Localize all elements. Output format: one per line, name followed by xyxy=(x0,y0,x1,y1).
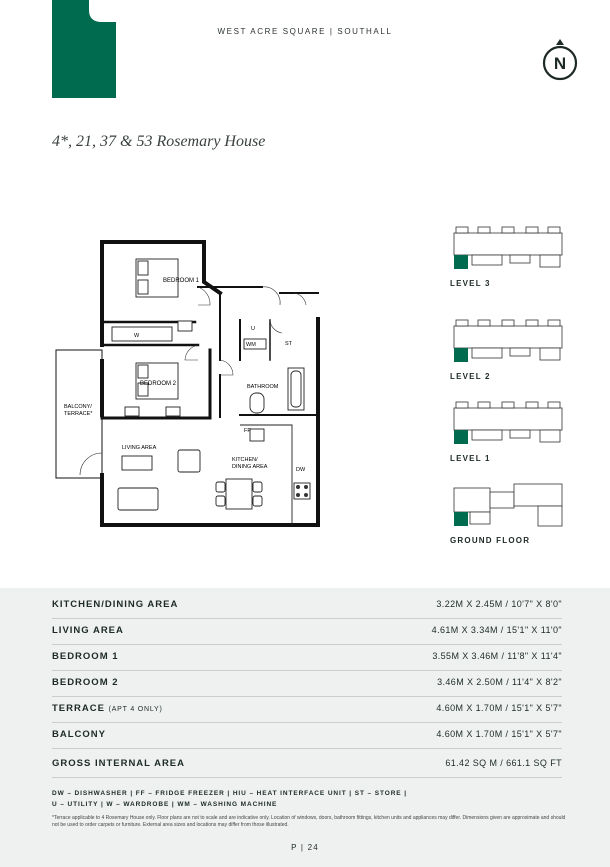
disclaimer: *Terrace applicable to 4 Rosemary House only. Floor plans are not to scale and are indicative only. Location of windows, doors, bathroom fittings, kitchen units and appliances may differ. Dimensions given are approximate and should not be used to order carpets or furniture. External area sizes and locations may differ from those illustrated. xyxy=(52,815,566,828)
room-label-living: LIVING AREA xyxy=(122,445,157,451)
room-label-kitchen-2: DINING AREA xyxy=(232,464,268,470)
key-line-1: DW – DISHWASHER | FF – FRIDGE FREEZER | HIU – HEAT INTERFACE UNIT | ST – STORE | xyxy=(52,790,407,797)
level-3-plan-icon xyxy=(450,225,565,275)
spec-row xyxy=(52,619,562,645)
floor-plan xyxy=(50,235,330,530)
room-label-dw: DW xyxy=(296,467,306,473)
room-label-wardrobe: W xyxy=(134,333,140,339)
room-label-bedroom-1: BEDROOM 1 xyxy=(163,278,200,284)
spec-label: BEDROOM 2 xyxy=(52,677,119,688)
north-compass-icon xyxy=(540,38,580,82)
spec-label: KITCHEN/DINING AREA xyxy=(52,599,179,610)
room-label-wm: WM xyxy=(246,342,256,348)
spec-row xyxy=(52,593,562,619)
spec-value: 3.46M X 2.50M / 11'4" X 8'2" xyxy=(437,677,562,687)
key-line-2: U – UTILITY | W – WARDROBE | WM – WASHING MACHINE xyxy=(52,801,278,808)
room-label-store: ST xyxy=(285,341,293,347)
level-1-plan-icon xyxy=(450,400,565,450)
spec-value: 4.60M X 1.70M / 15'1" X 5'7" xyxy=(436,703,562,713)
development-title: WEST ACRE SQUARE | SOUTHALL xyxy=(217,27,393,36)
unit-title: 4*, 21, 37 & 53 Rosemary House xyxy=(52,133,266,150)
spec-note: (APT 4 ONLY) xyxy=(108,706,163,713)
spec-value: 3.22M X 2.45M / 10'7" X 8'0" xyxy=(436,599,562,609)
level-2-thumbnail xyxy=(450,318,565,381)
room-label-bathroom: BATHROOM xyxy=(247,384,279,390)
level-3-label: LEVEL 3 xyxy=(450,279,491,288)
room-label-utility: U xyxy=(251,326,255,332)
logo-mark-icon xyxy=(52,0,116,98)
level-1-label: LEVEL 1 xyxy=(450,454,491,463)
room-label-balcony-2: TERRACE* xyxy=(64,411,93,417)
spec-row xyxy=(52,671,562,697)
spec-row-total xyxy=(52,752,562,778)
room-label-bedroom-2: BEDROOM 2 xyxy=(140,381,177,387)
ground-floor-thumbnail xyxy=(450,482,565,545)
spec-row xyxy=(52,645,562,671)
spec-label: TERRACE xyxy=(52,703,105,714)
spec-label: LIVING AREA xyxy=(52,625,124,636)
level-2-label: LEVEL 2 xyxy=(450,372,491,381)
room-label-balcony-1: BALCONY/ xyxy=(64,404,92,410)
spec-value: 61.42 SQ M / 661.1 SQ FT xyxy=(445,758,562,768)
spec-value: 4.61M X 3.34M / 15'1" X 11'0" xyxy=(431,625,562,635)
spec-label: BALCONY xyxy=(52,729,106,740)
compass-letter: N xyxy=(553,54,567,73)
spec-label: GROSS INTERNAL AREA xyxy=(52,758,186,769)
ground-floor-plan-icon xyxy=(450,482,565,532)
spec-value: 4.60M X 1.70M / 15'1" X 5'7" xyxy=(436,729,562,739)
room-label-kitchen-1: KITCHEN/ xyxy=(232,457,258,463)
page-number: P | 24 xyxy=(291,843,319,852)
room-label-ff: FF xyxy=(244,428,251,434)
spec-row xyxy=(52,723,562,749)
spec-value: 3.55M X 3.46M / 11'8" X 11'4" xyxy=(432,651,562,661)
spec-label: BEDROOM 1 xyxy=(52,651,119,662)
level-3-thumbnail xyxy=(450,225,565,288)
ground-floor-label: GROUND FLOOR xyxy=(450,536,531,545)
level-2-plan-icon xyxy=(450,318,565,368)
abbreviation-key xyxy=(52,788,562,810)
level-1-thumbnail xyxy=(450,400,565,463)
spec-row xyxy=(52,697,562,723)
